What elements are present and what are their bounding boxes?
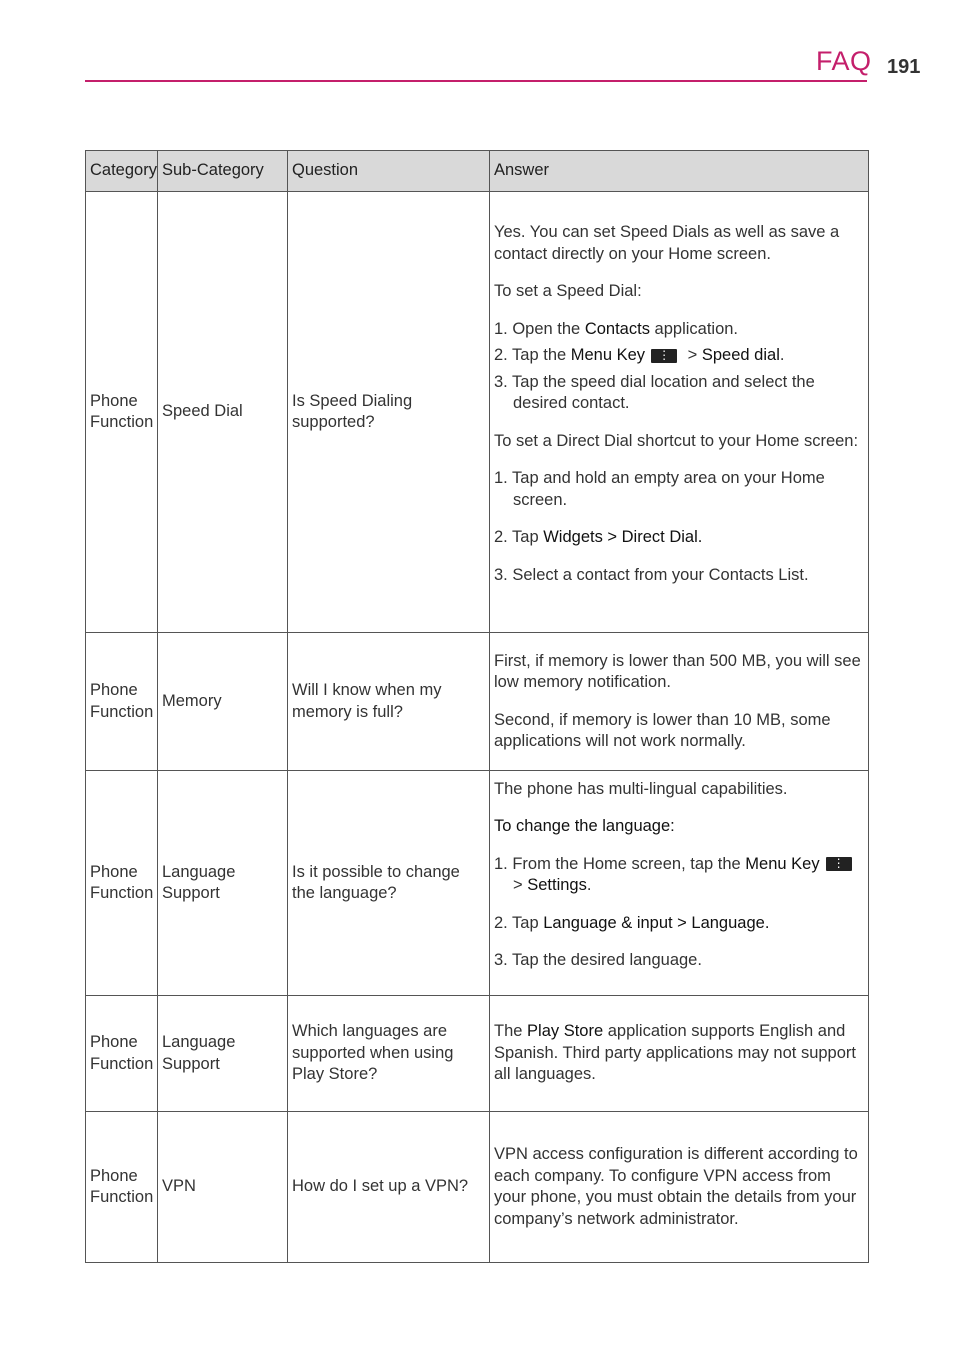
faq-table [85, 150, 869, 1263]
step-item: 2. Tap Language & input > Language. [494, 913, 770, 932]
subcategory-cell: Language Support [158, 771, 288, 996]
answer-text: To change the language: [494, 817, 675, 835]
table-row [86, 996, 869, 1112]
table-row [86, 771, 869, 996]
header-rule [85, 80, 867, 82]
category-cell: Phone Function [86, 1112, 158, 1263]
table-header-row [86, 151, 869, 192]
step-item: 3. Tap the desired language. [494, 951, 702, 969]
menu-key-icon [826, 857, 852, 871]
question-cell: Is it possible to change the language? [288, 771, 490, 996]
answer-text: To set a Direct Dial shortcut to your Home screen: [494, 431, 859, 450]
step-item: 2. Tap the Menu Key⋮ > Speed dial. [494, 345, 864, 367]
subcategory-cell: Memory [158, 633, 288, 771]
column-header-answer: Answer [490, 151, 869, 192]
answer-text: Second, if memory is lower than 10 MB, some applications will not work normally. [494, 710, 831, 750]
answer-text: The phone has multi-lingual capabilities. [494, 779, 788, 798]
table-row [86, 1112, 869, 1263]
step-item: 3. Tap the speed dial location and select the desired contact. [494, 372, 815, 412]
answer-cell [490, 771, 869, 996]
category-cell: Phone Function [86, 192, 158, 633]
section-title: FAQ [816, 46, 872, 76]
subcategory-cell: Speed Dial [158, 192, 288, 633]
answer-cell [490, 192, 869, 633]
category-cell: Phone Function [86, 771, 158, 996]
step-item: 1. From the Home screen, tap the Menu Key⋮ > Settings. [494, 854, 864, 897]
answer-text: Yes. You can set Speed Dials as well as save a contact directly on your Home screen. [494, 223, 840, 263]
category-cell: Phone Function [86, 633, 158, 771]
answer-cell [490, 1112, 869, 1263]
question-cell: How do I set up a VPN? [288, 1112, 490, 1263]
table-row [86, 633, 869, 771]
column-header-subcategory: Sub-Category [158, 151, 288, 192]
step-item: 1. Open the Contacts application. [494, 319, 739, 338]
step-item: 3. Select a contact from your Contacts List. [494, 565, 809, 584]
subcategory-cell: Language Support [158, 996, 288, 1112]
table-row [86, 192, 869, 633]
step-list [494, 319, 864, 415]
answer-text: VPN access configuration is different according to each company. To configure VPN access from your phone, you must obtain the details from your company’s network administrator. [494, 1145, 858, 1228]
answer-text: First, if memory is lower than 500 MB, you will see low memory notification. [494, 651, 861, 691]
step-item: 1. Tap and hold an empty area on your Home screen. [494, 469, 825, 509]
menu-key-icon [651, 349, 677, 363]
category-cell: Phone Function [86, 996, 158, 1112]
step-item: 2. Tap Widgets > Direct Dial. [494, 528, 703, 546]
question-cell: Which languages are supported when using Play Store? [288, 996, 490, 1112]
answer-cell [490, 633, 869, 771]
answer-text: The Play Store application supports English and Spanish. Third party applications may not support all languages. [494, 1022, 856, 1084]
step-list [494, 468, 864, 586]
step-list [494, 854, 864, 972]
subcategory-cell: VPN [158, 1112, 288, 1263]
page-number: 191 [887, 56, 921, 78]
column-header-category: Category [86, 151, 158, 192]
answer-cell [490, 996, 869, 1112]
question-cell: Will I know when my memory is full? [288, 633, 490, 771]
question-cell: Is Speed Dialing supported? [288, 192, 490, 633]
answer-text: To set a Speed Dial: [494, 282, 642, 300]
column-header-question: Question [288, 151, 490, 192]
